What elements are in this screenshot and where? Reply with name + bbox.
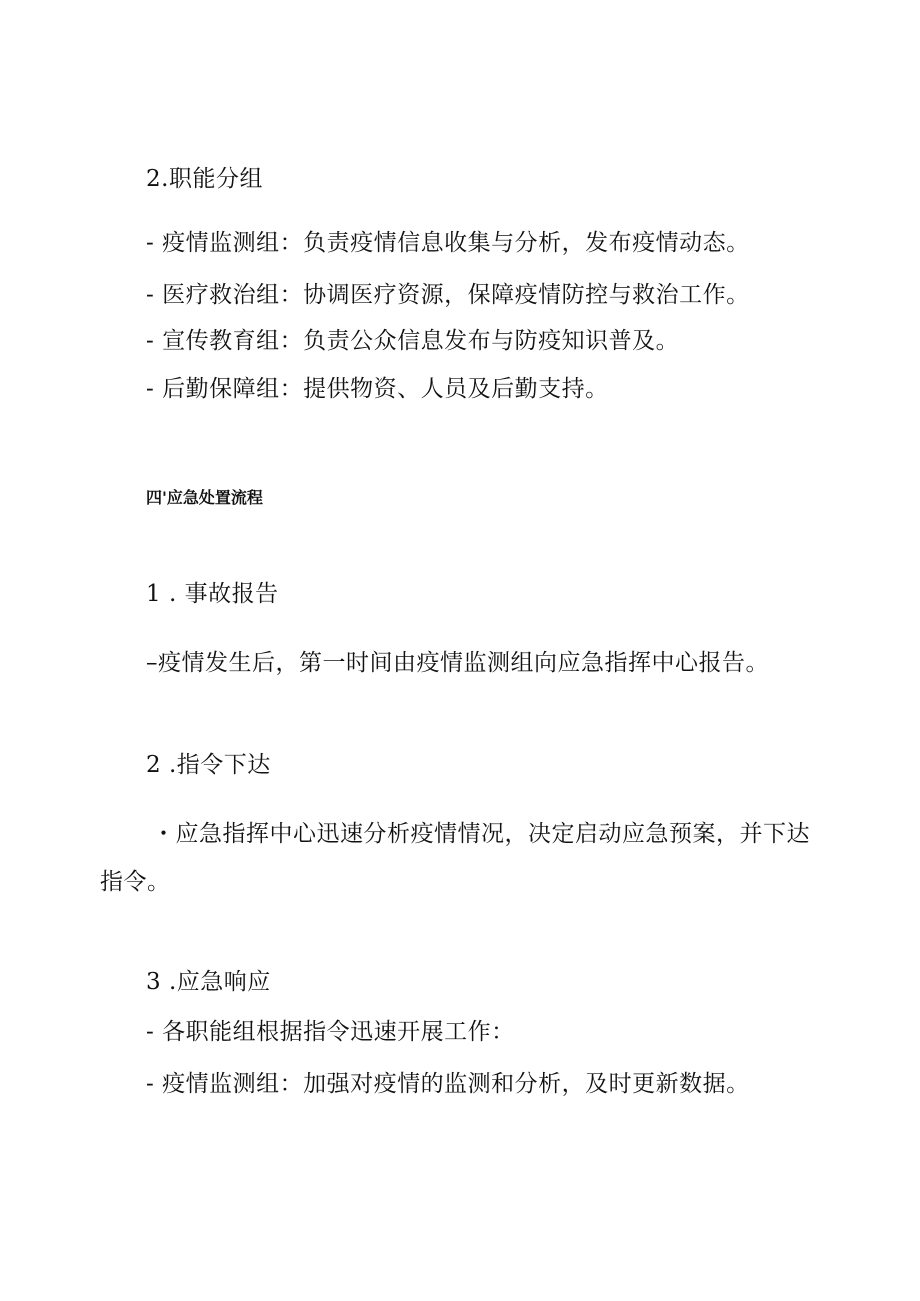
step-text-command-issue-line2: 指令。 <box>100 869 171 895</box>
step-heading-emergency-response: 3 .应急响应 <box>146 969 271 995</box>
step-heading-command-issue: 2 .指令下达 <box>146 752 271 778</box>
step-text-command-issue-line1: ・应急指挥中心迅速分析疫情情况，决定启动应急预案，并下达 <box>152 821 810 847</box>
section-heading-functional-groups: 2.职能分组 <box>146 166 263 192</box>
step-heading-incident-report: 1 . 事故报告 <box>146 581 279 607</box>
list-item-publicity-education-group: - 宣传教育组：负责公众信息发布与防疫知识普及。 <box>146 328 680 354</box>
list-item-epidemic-monitoring-group: - 疫情监测组：负责疫情信息收集与分析，发布疫情动态。 <box>146 230 750 256</box>
list-item-groups-start-work: - 各职能组根据指令迅速开展工作： <box>146 1019 515 1045</box>
section-heading-emergency-process: 四'应急处置流程 <box>146 488 263 507</box>
list-item-medical-treatment-group: - 医疗救治组：协调医疗资源，保障疫情防控与救治工作。 <box>146 282 750 308</box>
list-item-monitoring-group-response: - 疫情监测组：加强对疫情的监测和分析，及时更新数据。 <box>146 1071 750 1097</box>
list-item-logistics-group: - 后勤保障组：提供物资、人员及后勤支持。 <box>146 376 609 402</box>
step-text-incident-report: –疫情发生后，第一时间由疫情监测组向应急指挥中心报告。 <box>146 650 769 676</box>
